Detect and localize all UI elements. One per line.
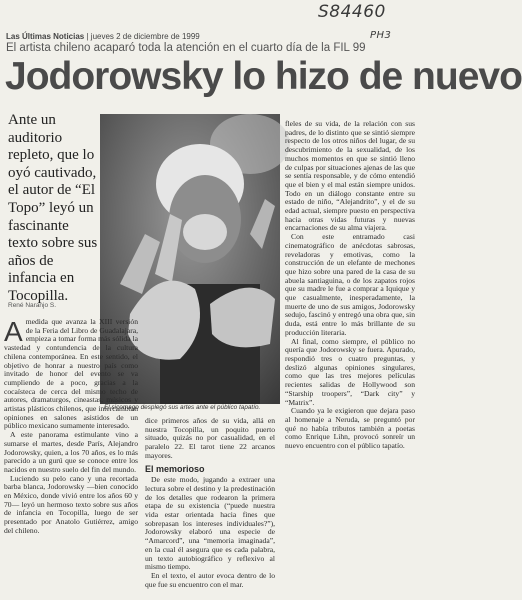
publication-date: | jueves 2 de diciembre de 1999 <box>86 32 200 41</box>
caption-text: El sicomago desplegó sus artes ante el público tapatío. <box>104 404 261 411</box>
subheading: El memorioso <box>145 463 205 474</box>
byline: René Naranjo S. <box>8 302 57 309</box>
article-column-2 <box>145 417 275 589</box>
paragraph: Cuando ya le exigieron que dejara paso al homenaje a Neruda, se preguntó por qué no había tributos también a poetas como Enrique Lihn, provocó sonreír un nuevo encuentro con el público tapatío. <box>285 406 415 451</box>
paragraph: dice primeros años de su vida, allá en nuestra Tocopilla, un poquito puerto situado, quizás no por casualidad, en el paralelo 22. El tarot tiene 22 arcanos mayores. <box>145 416 275 460</box>
paragraph: A este panorama estimulante vino a sumarse el martes, desde París, Alejandro Jodorowsky, quien, a los 70 años, es lo más parecido a un gurú que se conoce entre los nacidos en nuestro suelo del fin del mundo. <box>4 430 138 474</box>
headline: Jodorowsky lo hizo de nuevo <box>5 55 522 98</box>
handwritten-catalog-number: S84460 <box>318 2 386 22</box>
paragraph: En el texto, el autor evoca dentro de lo que fue su encuentro con el mar. <box>145 570 275 589</box>
paragraph: De este modo, jugando a extraer una lectura sobre el destino y la predestinación de los detalles que rodearon la primera etapa de su existencia (“puede nuestra vida estar orientada hacia fines que sobrepasan los intereses individuales?”), Jodorowsky elaboró una especie de “Amarcord”, una “memoria imaginada”, en la cual él asegura que es cada palabra, un texto autobiográfico y reflexivo al mismo tiempo. <box>145 475 275 572</box>
article-column-3 <box>285 120 415 451</box>
kicker: El artista chileno acaparó toda la atención en el cuarto día de la FIL 99 <box>6 42 366 54</box>
paragraph: medida que avanza la XIII versión de la Feria del Libro de Guadalajara, empieza a tomar forma más sólida la vastedad y contundencia de la cultura chilena contemporánea. En este sentido, el objetivo de honrar a nuestro país como invitado de honor del evento se va cumpliendo de a poco, gracias a la cocaísteca de cerca del mismo techo de autores, dramaturgos, cineastas, músicos y artistas plásticos chilenos, que intercambian opiniones en salones asistidos de un público mexicano sumamente interesado. <box>4 317 138 431</box>
masthead <box>6 32 200 41</box>
paragraph: fleles de su vida, de la relación con sus padres, de lo distinto que se sintió siempre respecto de los otros niños del lugar, de su descubrimiento de la sexualidad, de los muchos momentos en que se sintió lleno de culpas por situaciones ajenas de las que se sentía responsable, y de cómo entendió que el bien y el mal están siempre unidos. Todo en un diálogo constante entre su estado de niño, “Alejandrito”, y el de su edad actual, siempre puesto en perspectiva hacia otras vidas futuras y nuevas encarnaciones de su alma viajera. <box>285 119 415 233</box>
paragraph: Luciendo su pelo cano y una recortada barba blanca, Jodorowsky —bien conocido en México, donde vivió entre los años 60 y 70— leyó un hermoso texto sobre sus años de infancia en Tocopilla, luego de ser presentado por Anatolo Gutiérrez, amigo del chileno. <box>4 473 138 535</box>
paragraph: Al final, como siempre, el público no quería que Jodorowsky se fuera. Apurado, respondió tres o cuatro preguntas, y deslizó algunas opiniones singulares, como que las tres mejores películas recientes salidas de Hollywood son “Starship troopers”, “Dark city” y “Matrix”. <box>285 336 415 407</box>
newspaper-name: Las Últimas Noticias <box>6 32 85 41</box>
article-column-1 <box>4 318 138 536</box>
lead-paragraph: Ante un auditorio repleto, que lo oyó cautivado, el autor de “El Topo” leyó un fascinante texto sobre sus años de infancia en Tocopilla. <box>8 112 98 304</box>
paragraph: Con este entramado casi cinematográfico de anécdotas sabrosas, reveladoras y emotivas, como la construcción de un elefante de mechones que hizo sobre una pared de la casa de su abuela santiaguina, o de los zapatos rojos que su madre le fue a comprar a Iquique y que casualmente, inesperadamente, la muerte de uno de sus amigos, Jodorowsky sedujo, fascinó y entregó una obra que, sin duda, está entre lo más brillante de su producción literaria. <box>285 232 415 337</box>
drop-cap: A <box>4 316 23 347</box>
handwritten-archive-code: PH3 <box>370 30 392 41</box>
